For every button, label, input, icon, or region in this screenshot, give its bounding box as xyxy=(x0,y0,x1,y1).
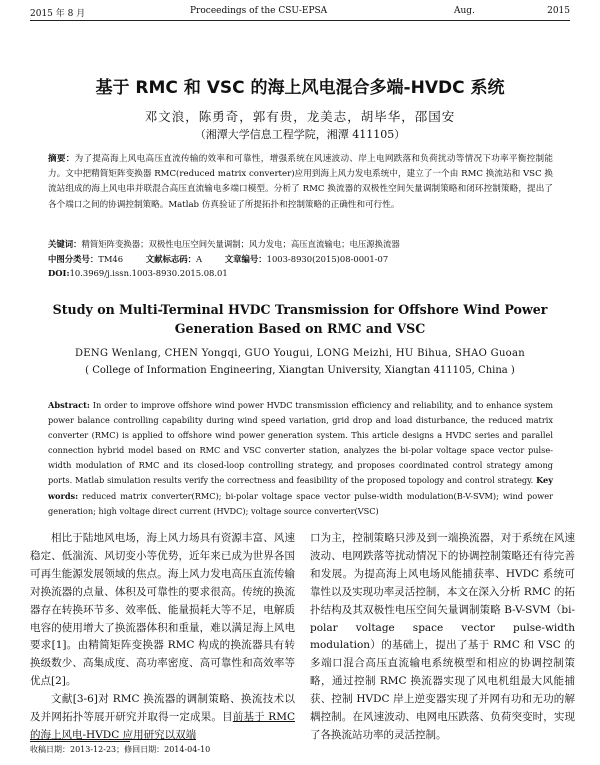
abstract-en-label: Abstract: xyxy=(48,400,90,410)
doi-value: 10.3969/j.issn.1003-8930.2015.08.01 xyxy=(69,268,228,278)
keywords-cn-label: 关键词： xyxy=(48,239,82,249)
doc-code-label: 文献标志码： xyxy=(145,254,196,264)
abstract-cn-label: 摘要： xyxy=(48,154,75,164)
paper-title-cn: 基于 RMC 和 VSC 的海上风电混合多端-HVDC 系统 xyxy=(95,78,505,98)
abstract-en-text: In order to improve offshore wind power HVDC transmission efficiency and reliability, and to enhance system power balance controlling capability during wind speed variation, grid drop and load disturbance, the reduced matrix converter (RMC) is applied to offshore wind power generation system. This article designs a HVDC series and parallel connection hybrid model based on RMC and VSC converter station, analyzes the bi-polar voltage space vector pulse-width modulation of RMC and its closed-loop controlling strategy, and proposes coordinated control strategy among ports. Matlab simulation results verify the correctness and feasibility of the proposed topology and control strategy. xyxy=(48,400,553,486)
abstract-en xyxy=(48,398,553,519)
intro-paragraph-1: 相比于陆地风电场，海上风力场具有资源丰富、风速稳定、低湍流、风切变小等优势，近年来已成为世界各国可再生能源发展领域的焦点。海上风力发电高压直流传输对换流器的点量、体积及可靠性的要求很高。传统的换流器存在转换环节多、效率低、能量损耗大等不足，电解质电容的使用增大了换流器体积和重量，难以满足海上风电要求[1]。由精简矩阵变换器 RMC 构成的换流器具有转换级数少、高集成度、高功率密度、高可靠性和高效率等优点[2]。 xyxy=(30,532,295,688)
abstract-cn xyxy=(48,152,553,213)
intro-paragraph-2 xyxy=(30,691,295,745)
doi-label: DOI: xyxy=(48,268,70,278)
intro-paragraph-2-text: 文献[3-6]对 RMC 换流器的调制策略、换流技术以及并网拓扑等展开研究并取得一定成果。目 xyxy=(30,693,295,724)
authors-cn: 邓文浪，陈勇奇，郭有贵，龙美志，胡毕华，邵国安 xyxy=(144,109,456,124)
footnote-rule xyxy=(30,741,130,742)
header-month: Aug. xyxy=(454,6,475,16)
title-en-line2: Generation Based on RMC and VSC xyxy=(174,321,426,336)
keywords-en-label: Key words: xyxy=(48,475,553,501)
affiliation-en: ( College of Information Engineering, Xiangtan University, Xiangtan 411105, China ) xyxy=(85,365,515,376)
clc-label: 中图分类号： xyxy=(48,254,99,264)
intro-paragraph-2-tail: 前基于 RMC 的海上风电-HVDC 应用研究以双端 xyxy=(30,711,296,741)
body-column-right xyxy=(310,530,575,745)
running-header xyxy=(30,4,570,21)
keywords-en-text: reduced matrix converter(RMC); bi-polar voltage space vector pulse-width modulation(B-V-SVM); wind power generation; high voltage direct current (HVDC); voltage source converter(VSC) xyxy=(48,490,553,516)
clc-number: TM46 xyxy=(98,254,124,264)
abstract-cn-text: 为了提高海上风电高压直流传输的效率和可靠性，增强系统在风速波动、岸上电网跌落和负荷扰动等情况下功率平衡控制能力。文中把精简矩阵变换器 RMC(reduced matrix converter)应用到海上风力发电系统中，建立了一个由 RMC 换流站和 VSC 换流站组成的海上风电串并联混合高压直流输电多端口模型。分析了 RMC 换流器的双极性空间矢量调制策略和闭环控制策略，提出了各个端口之间的协调控制策略。Matlab 仿真验证了所提拓扑和控制策略的正确性和可行性。 xyxy=(48,154,553,210)
footnote-received: 收稿日期：2013-12-23；修回日期：2014-04-10 xyxy=(30,745,211,754)
doc-code: A xyxy=(196,254,203,264)
header-date: 2015 年 8 月 xyxy=(30,9,86,19)
authors-en: DENG Wenlang, CHEN Yongqi, GUO Yougui, LONG Meizhi, HU Bihua, SHAO Guoan xyxy=(74,348,526,359)
article-number-label: 文章编号： xyxy=(224,254,267,264)
doi-line xyxy=(48,268,228,278)
header-year: 2015 xyxy=(547,6,570,16)
intro-paragraph-3: 口为主，控制策略只涉及到一端换流器，对于系统在风速波动、电网跌落等扰动情况下的协调控制策略还有待完善和发展。为提高海上风电场风能捕获率、HVDC 系统可靠性以及实现功率灵活控制，本文在深入分析 RMC 的拓扑结构及其双极性电压空间矢量调制策略 B-V-SVM（bi-polar voltage space vector pulse-width modulation）的基础上，提出了基于 RMC 和 VSC 的多端口混合高压直流输电系统模型和相应的协调控制策略，通过控制 RMC 换流器实现了风电机组最大风能捕获、控制 HVDC 岸上逆变器实现了并网有功和无功的解耦控制。在风速波动、电网电压跌落、负荷突变时，实现了各换流站功率的灵活控制。 xyxy=(310,532,575,741)
header-journal: Proceedings of the CSU-EPSA xyxy=(190,6,328,16)
title-en-line1: Study on Multi-Terminal HVDC Transmission for Offshore Wind Power xyxy=(52,302,548,317)
affiliation-cn: （湘潭大学信息工程学院，湘潭 411105） xyxy=(194,128,406,141)
paper-title-en xyxy=(0,300,600,338)
keywords-cn xyxy=(48,238,400,250)
keywords-cn-text: 精简矩阵变换器；双极性电压空间矢量调制；风力发电；高压直流输电；电压源换流器 xyxy=(81,239,400,249)
body-column-left xyxy=(30,530,295,745)
classification-line xyxy=(48,253,388,265)
article-number: 1003-8930(2015)08-0001-07 xyxy=(266,254,389,264)
